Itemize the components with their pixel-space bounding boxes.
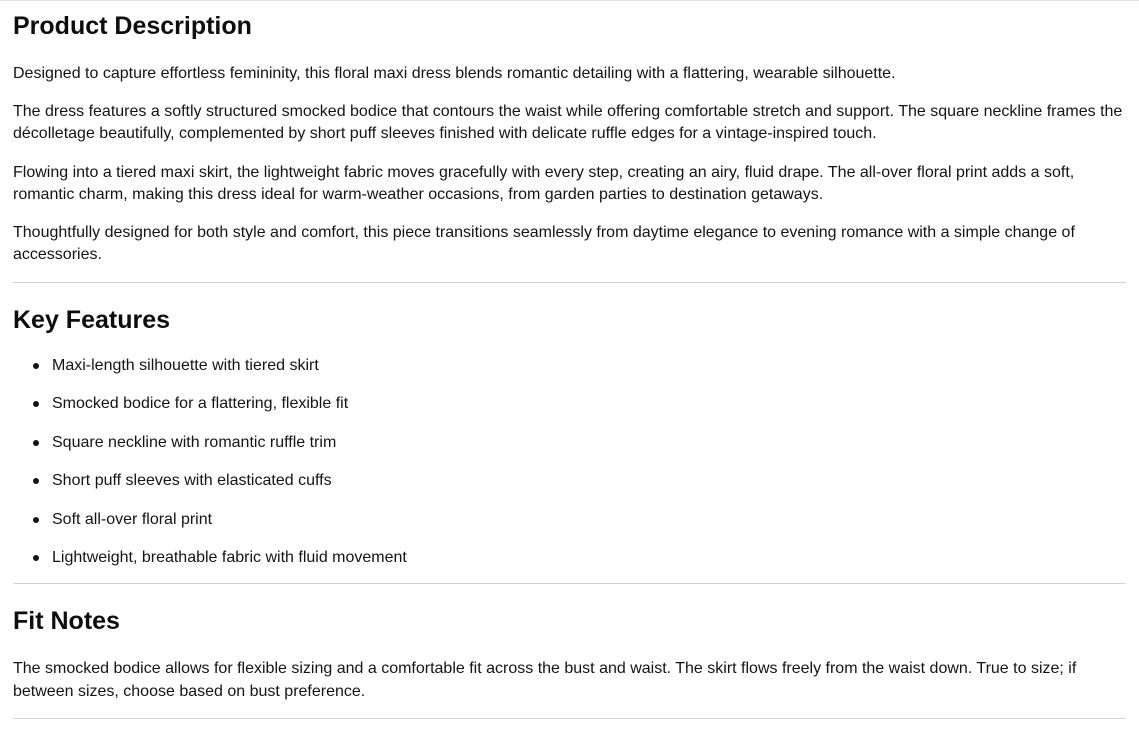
feature-list-item: Soft all-over floral print xyxy=(52,509,1126,531)
section-divider xyxy=(13,282,1126,283)
section-title-product-description: Product Description xyxy=(13,12,252,40)
section-divider xyxy=(13,583,1126,584)
description-paragraph: Designed to capture effortless femininity, this floral maxi dress blends romantic detailing with a flattering, wearable silhouette. xyxy=(13,65,896,82)
feature-list-item: Square neckline with romantic ruffle trim xyxy=(52,432,1126,454)
fit-notes-text: The smocked bodice allows for flexible sizing and a comfortable fit across the bust and waist. The skirt flows freely from the waist down. True to size; if between sizes, choose based on bust preference. xyxy=(13,660,1077,700)
feature-list-item: Maxi-length silhouette with tiered skirt xyxy=(52,355,1126,377)
section-divider xyxy=(13,718,1126,719)
description-paragraph: Thoughtfully designed for both style and comfort, this piece transitions seamlessly from daytime elegance to evening romance with a simple change of accessories. xyxy=(13,223,1075,263)
description-paragraph: Flowing into a tiered maxi skirt, the lightweight fabric moves gracefully with every step, creating an airy, fluid drape. The all-over floral print adds a soft, romantic charm, making this dress ideal for warm-weather occasions, from garden parties to destination getaways. xyxy=(13,163,1075,203)
key-features-section xyxy=(13,305,1126,570)
feature-list-item: Smocked bodice for a flattering, flexible fit xyxy=(52,393,1126,415)
section-title-fit-notes: Fit Notes xyxy=(13,607,120,635)
product-details xyxy=(0,1,1139,719)
feature-list-item: Short puff sleeves with elasticated cuffs xyxy=(52,470,1126,492)
fit-notes-section xyxy=(13,606,1126,703)
product-description-section xyxy=(13,1,1126,267)
key-features-list xyxy=(13,355,1126,570)
description-paragraph: The dress features a softly structured smocked bodice that contours the waist while offering comfortable stretch and support. The square neckline frames the décolletage beautifully, complemented by short puff sleeves finished with delicate ruffle edges for a vintage-inspired touch. xyxy=(13,102,1123,142)
section-title-key-features: Key Features xyxy=(13,305,171,334)
feature-list-item: Lightweight, breathable fabric with fluid movement xyxy=(52,547,1126,569)
